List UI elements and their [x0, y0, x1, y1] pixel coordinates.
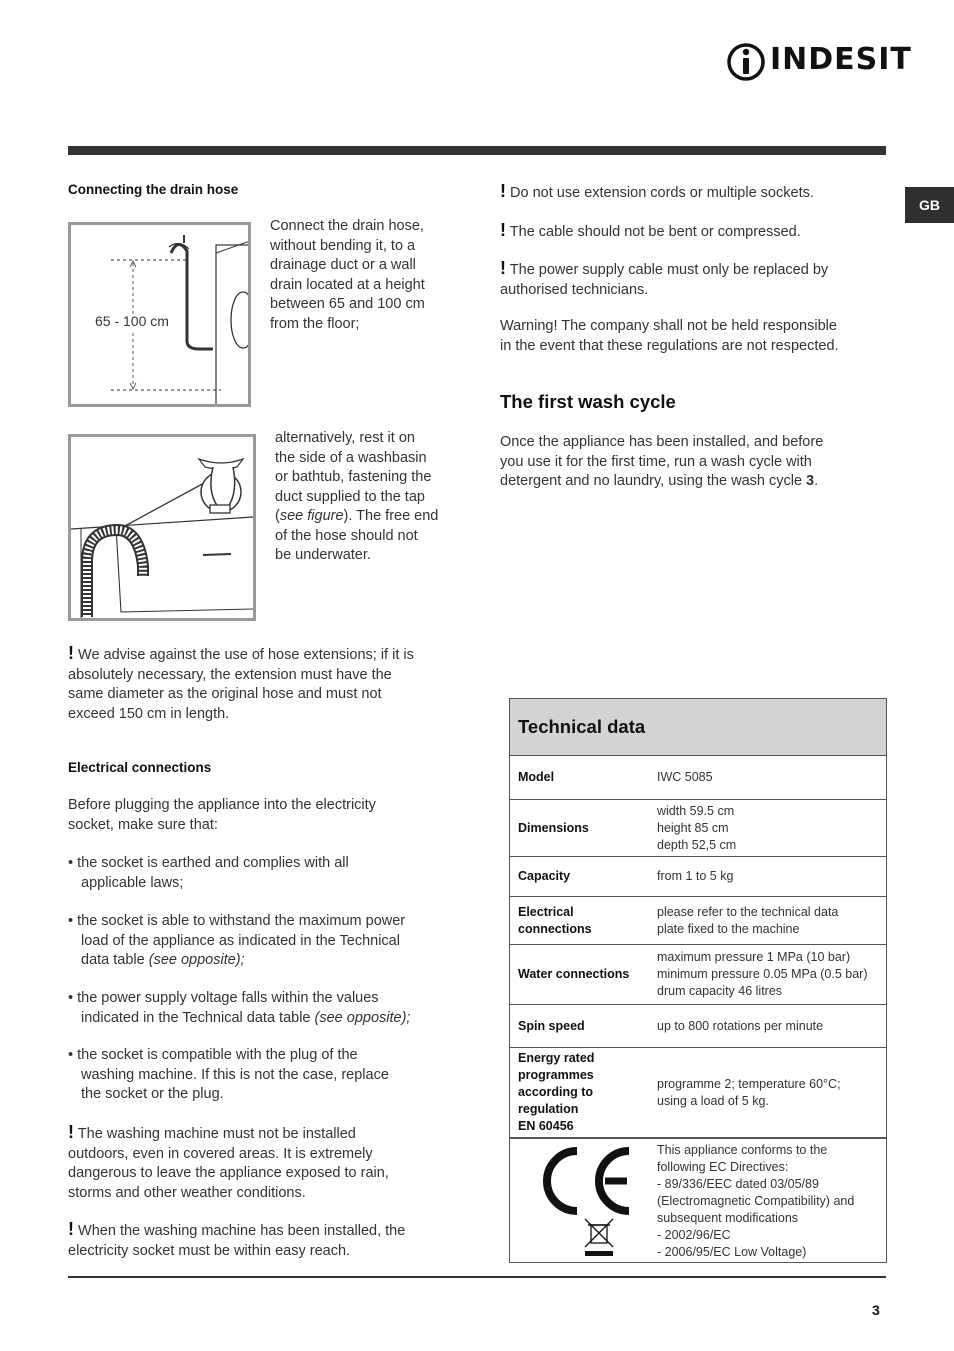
first-wash-heading: The first wash cycle: [500, 391, 676, 412]
extension-cord-warning: ! Do not use extension cords or multiple sockets.: [500, 181, 814, 201]
text-line: of the hose should not: [275, 527, 418, 544]
text-line: absolutely necessary, the extension must have the: [68, 666, 392, 683]
table-row-dimensions: Dimensions width 59.5 cm height 85 cm depth 52,5 cm: [510, 800, 886, 857]
hose-extension-warning: ! We advise against the use of hose extensions; if it is absolutely necessary, the extension must have the same diameter as the original hose and must not exceed 150 cm in length.: [68, 644, 414, 724]
text-line: the side of a washbasin: [275, 449, 427, 466]
drain-instructions: [270, 217, 425, 334]
ce-mark-icon: [529, 1141, 639, 1259]
text-line: between 65 and 100 cm: [270, 296, 425, 312]
technical-data-heading: Technical data: [510, 699, 886, 756]
table-row-capacity: Capacity from 1 to 5 kg: [510, 857, 886, 897]
text-line: without bending it, to a: [270, 237, 416, 254]
cable-bend-warning: ! The cable should not be bent or compressed.: [500, 220, 801, 240]
washbasin-hose-figure: [68, 434, 256, 621]
text-line: Connect the drain hose,: [270, 218, 424, 234]
text-line: socket, make sure that:: [68, 816, 218, 833]
text-line: drain located at a height: [270, 276, 425, 293]
company-responsibility-warning: Warning! The company shall not be held responsible in the event that these regulations are not respected.: [500, 318, 839, 354]
electrical-heading: Electrical connections: [68, 760, 212, 775]
text-line: or bathtub, fastening the: [275, 469, 432, 485]
washbasin-instructions: [275, 429, 438, 566]
socket-reach-warning: ! When the washing machine has been installed, the electricity socket must be within easy reach.: [68, 1219, 406, 1259]
text-line: drainage duct or a wall: [270, 257, 416, 273]
warning-icon: !: [500, 181, 506, 201]
drain-hose-heading: Connecting the drain hose: [68, 182, 239, 197]
bullet-max-power: • the socket is able to withstand the maximum power load of the appliance as indicated in the Technical data table (see opposite);: [68, 913, 406, 968]
text-line: alternatively, rest it on: [275, 430, 415, 446]
wash-cycle-number: 3: [806, 473, 815, 489]
warning-icon: !: [68, 1122, 74, 1142]
table-row-model: Model IWC 5085: [510, 756, 886, 800]
text-line: Before plugging the appliance into the electricity: [68, 797, 376, 813]
table-row-spin-speed: Spin speed up to 800 rotations per minute: [510, 1005, 886, 1048]
page-number: 3: [872, 1302, 880, 1318]
language-tab: GB: [905, 187, 954, 223]
warning-icon: !: [68, 1219, 74, 1239]
washbasin-hose-illustration-icon: [71, 437, 253, 618]
outdoor-warning: ! The washing machine must not be installed outdoors, even in covered areas. It is extremely dangerous to leave the appliance exposed to rain, storms and other weather conditions.: [68, 1122, 389, 1201]
brand-name: INDESIT: [770, 42, 912, 77]
see-figure-ref: see figure: [279, 508, 344, 524]
text-line: exceed 150 cm in length.: [68, 705, 230, 722]
bullet-plug-compatible: • the socket is compatible with the plug of the washing machine. If this is not the case, replace the socket or the plug.: [68, 1047, 389, 1102]
text-line: same diameter as the original hose and must not: [68, 686, 382, 702]
electrical-intro: [68, 796, 376, 835]
height-range-label: 65 - 100 cm: [95, 313, 169, 329]
text-line: from the floor;: [270, 315, 360, 332]
cable-replacement-warning: ! The power supply cable must only be replaced by authorised technicians.: [500, 258, 829, 298]
warning-icon: !: [500, 220, 506, 240]
table-row-ce-compliance: This appliance conforms to the following EC Directives: - 89/336/EEC dated 03/05/89 (Electromagnetic Compatibility) and subsequent modifications - 2002/96/EC - 2006/95/EC Low Voltage): [510, 1139, 886, 1262]
bullet-earthed: • the socket is earthed and complies with all applicable laws;: [68, 855, 349, 891]
weee-bin-icon: [585, 1219, 613, 1256]
table-row-electrical: Electrical connections please refer to the technical data plate fixed to the machine: [510, 897, 886, 945]
text-line: duct supplied to the tap: [275, 488, 425, 505]
footer-rule: [68, 1276, 886, 1278]
header-rule: [68, 146, 886, 155]
table-row-water: Water connections maximum pressure 1 MPa (10 bar) minimum pressure 0.05 MPa (0.5 bar) drum capacity 46 litres: [510, 945, 886, 1005]
technical-data-table: [509, 698, 887, 1263]
first-wash-text: Once the appliance has been installed, and before you use it for the first time, run a wash cycle with detergent and no laundry, using the wash cycle 3.: [500, 434, 824, 489]
text-line: be underwater.: [275, 547, 371, 563]
warning-icon: !: [68, 643, 74, 663]
text-line: (see figure). The free end: [275, 508, 439, 524]
bullet-voltage: • the power supply voltage falls within the values indicated in the Technical data table (see opposite);: [68, 990, 411, 1026]
table-row-energy: Energy rated programmes according to regulation EN 60456 programme 2; temperature 60°C; using a load of 5 kg.: [510, 1048, 886, 1139]
warning-icon: !: [500, 258, 506, 278]
